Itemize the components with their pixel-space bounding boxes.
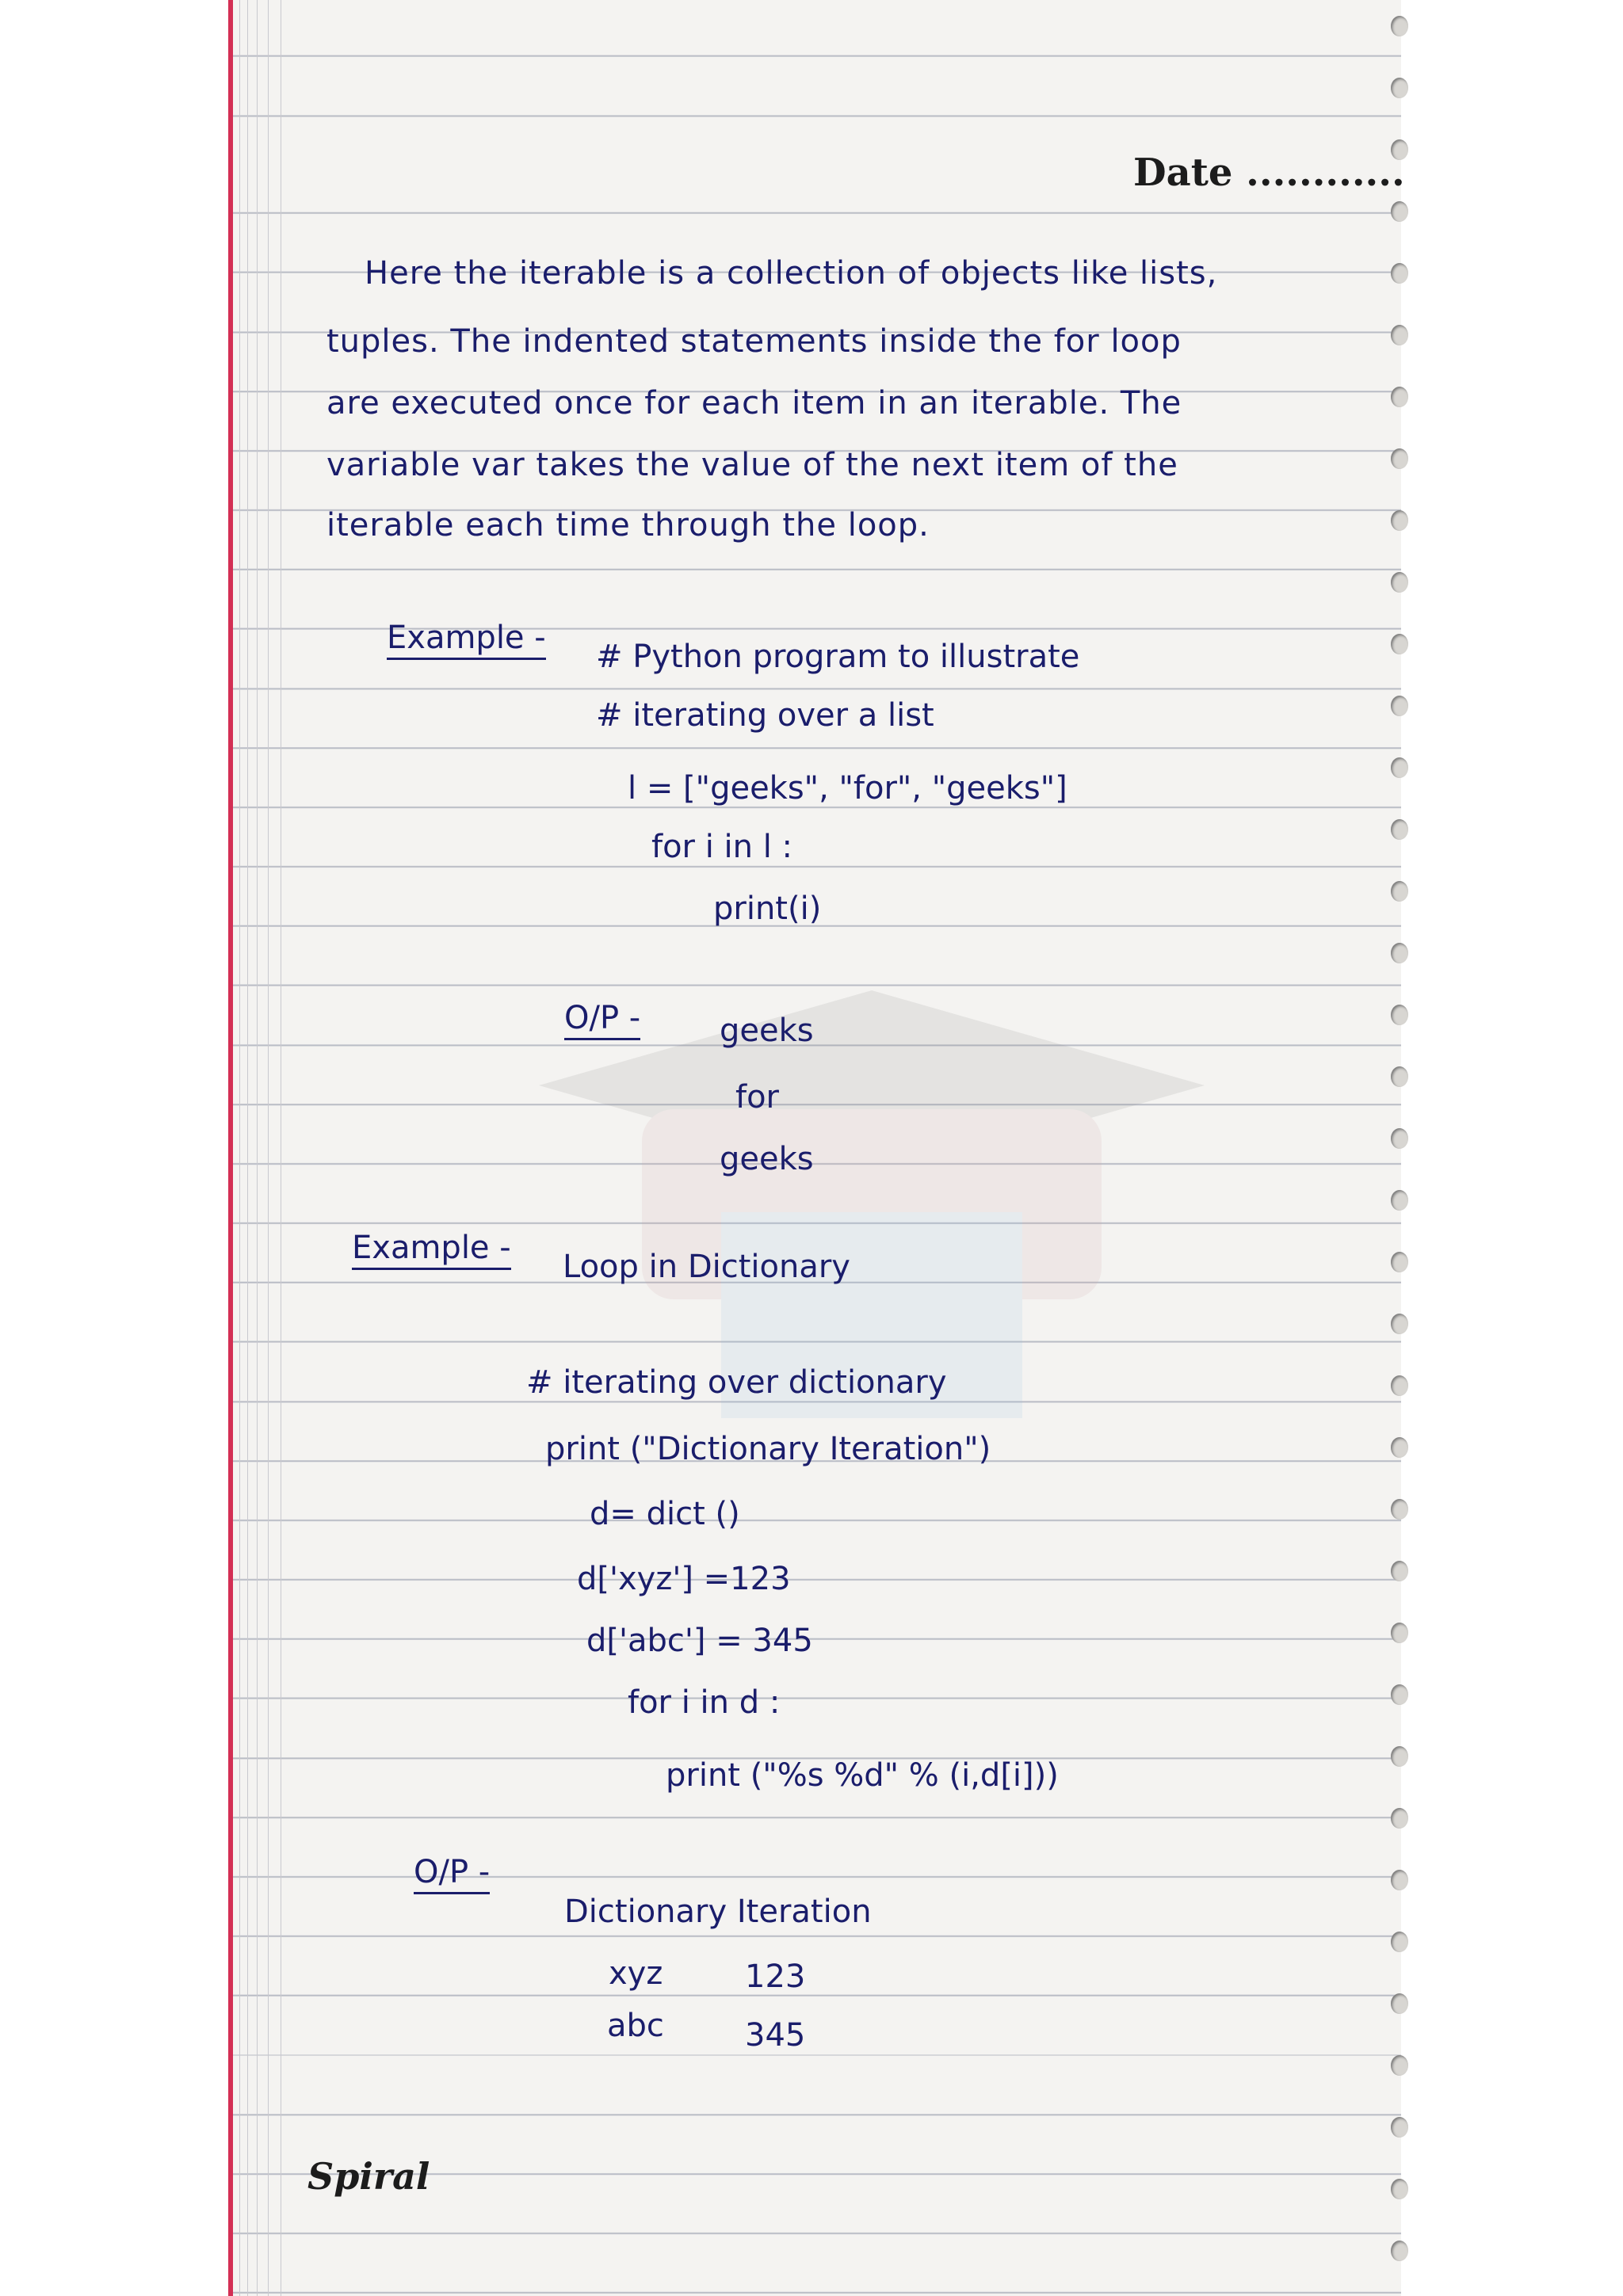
- paragraph-line: are executed once for each item in an iterable. The: [327, 385, 1182, 421]
- output-line: geeks: [720, 1013, 814, 1049]
- code-line: print ("%s %d" % (i,d[i])): [666, 1757, 1059, 1794]
- spiral-hole: [1391, 1314, 1408, 1334]
- code-line: # Python program to illustrate: [596, 639, 1080, 675]
- output-key: xyz: [609, 1955, 663, 1992]
- code-line: for i in l :: [651, 829, 793, 865]
- spiral-hole: [1391, 1623, 1408, 1643]
- spiral-hole: [1391, 2241, 1408, 2261]
- spiral-binding: [1383, 0, 1415, 2296]
- spiral-hole: [1391, 1932, 1408, 1952]
- code-line: d= dict (): [590, 1496, 740, 1532]
- spiral-hole: [1391, 201, 1408, 222]
- output-label: O/P -: [414, 1854, 490, 1894]
- spiral-hole: [1391, 16, 1408, 36]
- spiral-hole: [1391, 1005, 1408, 1025]
- spiral-hole: [1391, 1993, 1408, 2014]
- spiral-hole: [1391, 1190, 1408, 1211]
- example-label: Example -: [387, 620, 546, 660]
- spiral-hole: [1391, 1499, 1408, 1520]
- output-value: 345: [745, 2017, 806, 2054]
- margin-guide-lines: [233, 0, 288, 2296]
- spiral-hole: [1391, 510, 1408, 531]
- code-line: # iterating over a list: [596, 697, 934, 734]
- spiral-hole: [1391, 1561, 1408, 1581]
- spiral-hole: [1391, 943, 1408, 963]
- paragraph-line: tuples. The indented statements inside the for loop: [327, 323, 1182, 360]
- spiral-hole: [1391, 1870, 1408, 1890]
- spiral-hole: [1391, 2117, 1408, 2138]
- spiral-hole: [1391, 2055, 1408, 2076]
- code-line: l = ["geeks", "for", "geeks"]: [628, 770, 1067, 807]
- spiral-hole: [1391, 1128, 1408, 1149]
- spiral-hole: [1391, 1746, 1408, 1767]
- spiral-hole: [1391, 1375, 1408, 1396]
- code-line: d['abc'] = 345: [586, 1623, 813, 1659]
- spiral-hole: [1391, 2179, 1408, 2199]
- spiral-hole: [1391, 387, 1408, 407]
- paragraph-line: iterable each time through the loop.: [327, 507, 930, 543]
- spiral-hole: [1391, 78, 1408, 98]
- spiral-hole: [1391, 696, 1408, 716]
- spiral-hole: [1391, 1437, 1408, 1458]
- output-title: Dictionary Iteration: [564, 1894, 872, 1930]
- code-line: # iterating over dictionary: [526, 1364, 947, 1401]
- spiral-hole: [1391, 1808, 1408, 1829]
- output-line: geeks: [720, 1141, 814, 1177]
- output-key: abc: [607, 2008, 664, 2044]
- code-line: d['xyz'] =123: [577, 1561, 791, 1597]
- brand-label: Spiral: [307, 2155, 430, 2198]
- spiral-hole: [1391, 572, 1408, 593]
- example-title: Loop in Dictionary: [563, 1249, 850, 1285]
- spiral-hole: [1391, 1684, 1408, 1705]
- code-line: print ("Dictionary Iteration"): [545, 1431, 991, 1467]
- output-label: O/P -: [564, 1000, 640, 1040]
- spiral-hole: [1391, 1252, 1408, 1272]
- output-value: 123: [745, 1958, 806, 1995]
- spiral-hole: [1391, 325, 1408, 345]
- paragraph-line: Here the iterable is a collection of objects like lists,: [365, 255, 1218, 292]
- code-line: for i in d :: [628, 1684, 781, 1721]
- spiral-hole: [1391, 1066, 1408, 1087]
- output-line: for: [735, 1079, 779, 1116]
- paragraph-line: variable var takes the value of the next item of the: [327, 447, 1178, 483]
- spiral-hole: [1391, 448, 1408, 469]
- spiral-hole: [1391, 263, 1408, 284]
- watermark-logo: [523, 974, 1220, 1418]
- spiral-hole: [1391, 634, 1408, 654]
- spiral-hole: [1391, 757, 1408, 778]
- spiral-hole: [1391, 819, 1408, 840]
- date-label: Date ............: [1133, 151, 1405, 195]
- spiral-hole: [1391, 881, 1408, 902]
- example-label: Example -: [352, 1230, 511, 1270]
- code-line: print(i): [713, 891, 822, 927]
